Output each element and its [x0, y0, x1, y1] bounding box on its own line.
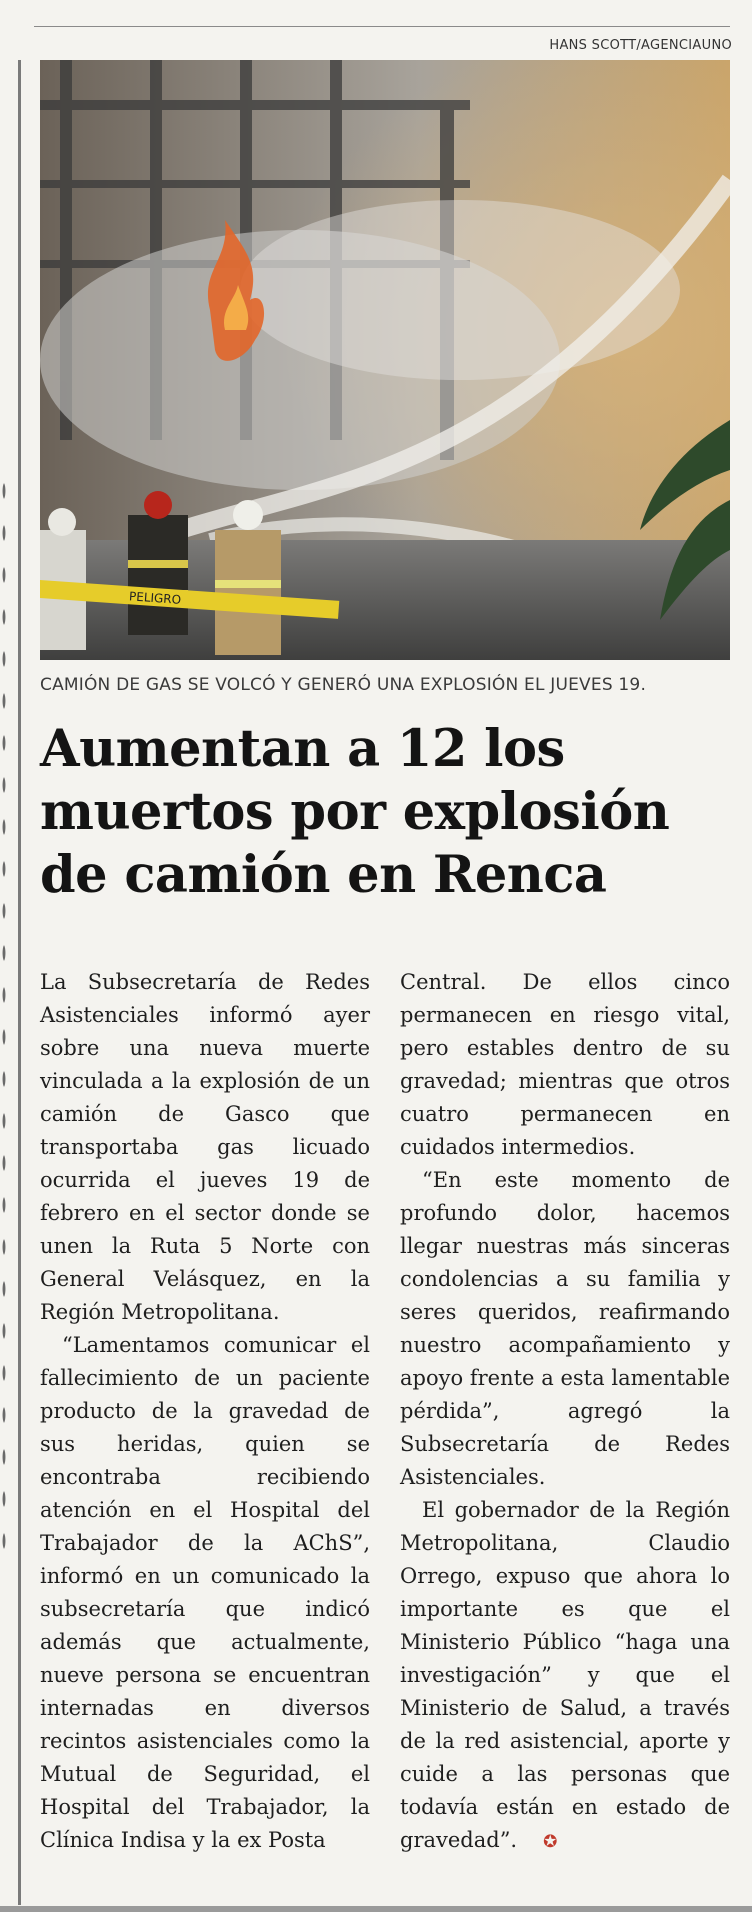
paragraph: “Lamentamos comunicar el fallecimiento de un paciente producto de la gravedad de sus heridas, quien se encontraba recibiendo atención en el Hospital del Trabajador de la AChS”, informó en un comunicado la subsecretaría que indicó además que actualmente, nueve persona se encuentran internadas en diversos recintos asistenciales como la Mutual de Seguridad, el Hospital del Trabajador, la Clínica Indisa y la ex Posta	[40, 1333, 370, 1852]
paragraph: “En este momento de profundo dolor, hacemos llegar nuestras más sinceras condolencias a su familia y seres queridos, reafirmando nuestro acompañamiento y apoyo frente a esta lamentable pérdida”, agregó la Subsecretaría de Redes Asistenciales.	[400, 1168, 730, 1489]
photo-credit: HANS SCOTT/AGENCIAUNO	[549, 38, 732, 53]
end-mark-icon: ✪	[543, 1832, 558, 1852]
article-column-2	[400, 966, 730, 1886]
margin-dots	[0, 470, 8, 1570]
bottom-band	[0, 1906, 752, 1912]
paragraph: Central. De ellos cinco permanecen en riesgo vital, pero estables dentro de su gravedad; mientras que otros cuatro permanecen en cuidados intermedios.	[400, 970, 730, 1159]
paragraph-text: El gobernador de la Región Metropolitana, Claudio Orrego, expuso que ahora lo importante es que el Ministerio Público “haga una investigación” y que el Ministerio de Salud, a través de la red asistencial, aporte y cuide a las personas que todavía están en estado de gravedad”.	[400, 1498, 730, 1852]
article-headline: Aumentan a 12 los muertos por explosión de camión en Renca	[40, 719, 670, 905]
photo-caption: CAMIÓN DE GAS SE VOLCÓ Y GENERÓ UNA EXPLOSIÓN EL JUEVES 19.	[40, 675, 647, 695]
top-rule	[34, 26, 730, 27]
news-photo	[40, 60, 730, 660]
paragraph-last	[400, 1494, 730, 1859]
article-body	[40, 966, 730, 1886]
column-divider-rule	[18, 60, 21, 1905]
article-column-1	[40, 966, 370, 1886]
caution-tape-text: PELIGRO	[128, 589, 182, 607]
fire-scene-illustration	[40, 60, 730, 660]
paragraph: La Subsecretaría de Redes Asistenciales informó ayer sobre una nueva muerte vinculada a la explosión de un camión de Gasco que transportaba gas licuado ocurrida el jueves 19 de febrero en el sector donde se unen la Ruta 5 Norte con General Velásquez, en la Región Metropolitana.	[40, 970, 370, 1324]
